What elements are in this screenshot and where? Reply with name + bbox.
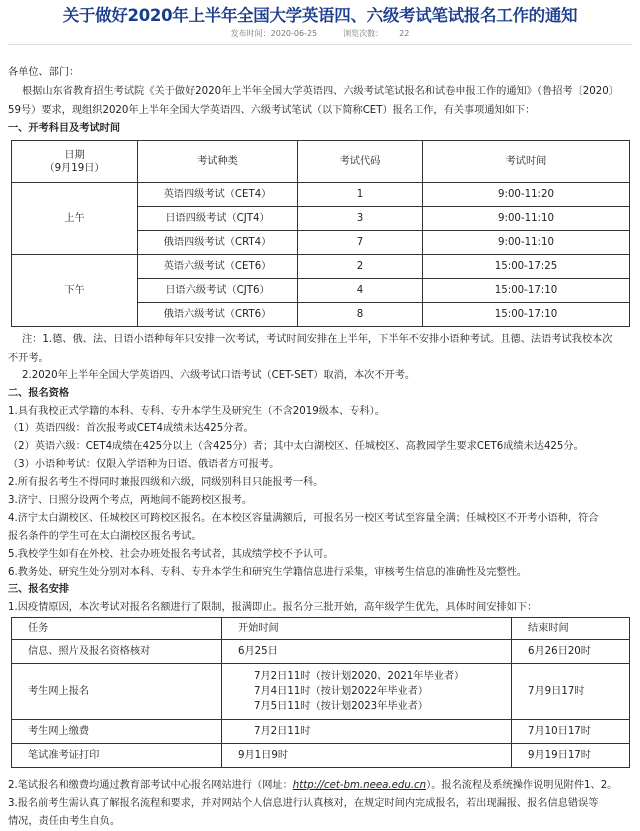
cell-code: 4 [298,279,423,303]
cell-code: 1 [298,183,423,207]
section-heading-arrangement: 三、报名安排 [8,584,70,595]
cell-subject: 俄语六级考试（CRT6） [138,303,298,327]
cell-subject: 日语四级考试（CJT4） [138,207,298,231]
views-label: 浏览次数： [343,29,384,38]
arrangement-3-line-2: 情况，责任由考生自负。 [8,816,121,827]
cell-subject: 日语六级考试（CJT6） [138,279,298,303]
afternoon-label: 下午 [12,255,138,327]
cell-time: 9:00-11:20 [423,183,630,207]
cell-time: 9:00-11:10 [423,231,630,255]
cell-code: 3 [298,207,423,231]
intro-line-1: 根据山东省教育招生考试院《关于做好2020年上半年全国大学英语四、六级考试笔试报名和试卷申报工作的通知》（鲁招考〔2020〕 [22,86,619,97]
header-date-line-2: （9月19日） [44,162,105,174]
header-subject: 考试种类 [138,141,298,183]
eligibility-1c: （3）小语种考试：仅限入学语种为日语、俄语者方可报考。 [8,459,280,470]
publish-date: 2020-06-25 [270,29,318,38]
start-batch-1: 7月2日11时（按计划2020、2021年毕业者） [254,671,465,682]
header-end: 结束时间 [512,618,630,640]
publish-label: 发布时间： [230,29,271,38]
eligibility-1b: （2）英语六级：CET4成绩在425分以上（含425分）者；其中太白湖校区、任城校区、高教园学生要求CET6成绩未达425分。 [8,441,584,452]
note-1-line-2: 不开考。 [8,353,49,364]
eligibility-6: 6.教务处、研究生处分别对本科、专科、专升本学生和研究生学籍信息进行采集，审核考生信息的准确性及完整性。 [8,567,528,578]
header-task: 任务 [12,618,222,640]
cell-time: 15:00-17:10 [423,303,630,327]
cell-subject: 英语六级考试（CET6） [138,255,298,279]
section-heading-eligibility: 二、报名资格 [8,388,70,399]
exam-schedule-table [11,140,630,327]
cell-start: 6月25日 [222,640,512,664]
header-start: 开始时间 [222,618,512,640]
article-meta [0,28,640,39]
table-row [12,664,630,720]
header-time: 考试时间 [423,141,630,183]
arrangement-2-suffix: ）。报名流程及系统操作说明见附件1、2。 [426,780,618,791]
cell-task: 考生网上缴费 [12,720,222,744]
registration-site-link[interactable]: http://cet-bm.neea.edu.cn [292,780,427,791]
eligibility-3: 3.济宁、日照分设两个考点，两地间不能跨校区报考。 [8,495,253,506]
eligibility-5: 5.我校学生如有在外校、社会办班处报名考试者，其成绩学校不予认可。 [8,549,334,560]
cell-code: 8 [298,303,423,327]
eligibility-4-line-1: 4.济宁太白湖校区、任城校区可跨校区报名。在本校区容量满额后，可报名另一校区考试至容量全满；任城校区不开考小语种，符合 [8,513,599,524]
cell-time: 15:00-17:10 [423,279,630,303]
cell-code: 7 [298,231,423,255]
header-date-line-1: 日期 [64,149,85,161]
section-heading-subjects: 一、开考科目及考试时间 [8,123,121,134]
cell-end: 7月9日17时 [512,664,630,720]
start-batch-2: 7月4日11时（按计划2022年毕业者） [254,686,429,697]
eligibility-1a: （1）英语四级：首次报考或CET4成绩未达425分者。 [8,423,254,434]
cell-task: 信息、照片及报名资格核对 [12,640,222,664]
intro-line-2: 59号）要求，现组织2020年上半年全国大学英语四、六级考试笔试（以下简称CET）报名工作，有关事项通知如下： [8,105,536,116]
cell-start-multi [222,664,512,720]
title-divider [8,44,632,45]
table-header-row [12,618,630,640]
table-row [12,183,630,207]
table-header-row [12,141,630,183]
arrangement-2-prefix: 2.笔试报名和缴费均通过教育部考试中心报名网站进行（网址： [8,780,293,791]
note-1-line-1: 注：1.德、俄、法、日语小语种每年只安排一次考试，考试时间安排在上半年，下半年不安排小语种考试。且德、法语考试我校本次 [22,334,613,345]
cell-start: 7月2日11时 [222,720,512,744]
eligibility-2: 2.所有报名考生不得同时兼报四级和六级，同级别科目只能报考一科。 [8,477,324,488]
eligibility-1: 1.具有我校正式学籍的本科、专科、专升本学生及研究生（不含2019级本、专科）。 [8,406,385,417]
start-batch-3: 7月5日11时（按计划2023年毕业者） [254,701,429,712]
table-row [12,255,630,279]
cell-code: 2 [298,255,423,279]
cell-end: 6月26日20时 [512,640,630,664]
cell-end: 9月19日17时 [512,744,630,768]
cell-task: 考生网上报名 [12,664,222,720]
table-row [12,640,630,664]
views-count: 22 [399,29,410,38]
salutation: 各单位、部门： [8,67,80,78]
cell-task: 笔试准考证打印 [12,744,222,768]
eligibility-4-line-2: 报名条件的学生可在太白湖校区报名考试。 [8,531,202,542]
header-code: 考试代码 [298,141,423,183]
arrangement-2 [8,778,617,794]
table-row [12,720,630,744]
cell-subject: 俄语四级考试（CRT4） [138,231,298,255]
arrangement-1: 1.因疫情原因，本次考试对报名名额进行了限制，报满即止。报名分三批开始，高年级学生优先，具体时间安排如下： [8,602,538,613]
cell-start: 9月1日9时 [222,744,512,768]
cell-time: 15:00-17:25 [423,255,630,279]
table-row [12,744,630,768]
cell-time: 9:00-11:10 [423,207,630,231]
registration-schedule-table [11,617,630,768]
morning-label: 上午 [12,183,138,255]
header-date [12,141,138,183]
arrangement-3-line-1: 3.报名前考生需认真了解报名流程和要求，并对网站个人信息进行认真核对，在规定时间内完成报名，若出现漏报、报名信息错误等 [8,798,599,809]
cell-subject: 英语四级考试（CET4） [138,183,298,207]
cell-end: 7月10日17时 [512,720,630,744]
page-title: 关于做好2020年上半年全国大学英语四、六级考试笔试报名工作的通知 [62,6,578,25]
note-2: 2.2020年上半年全国大学英语四、六级考试口语考试（CET-SET）取消，本次不开考。 [22,370,416,381]
